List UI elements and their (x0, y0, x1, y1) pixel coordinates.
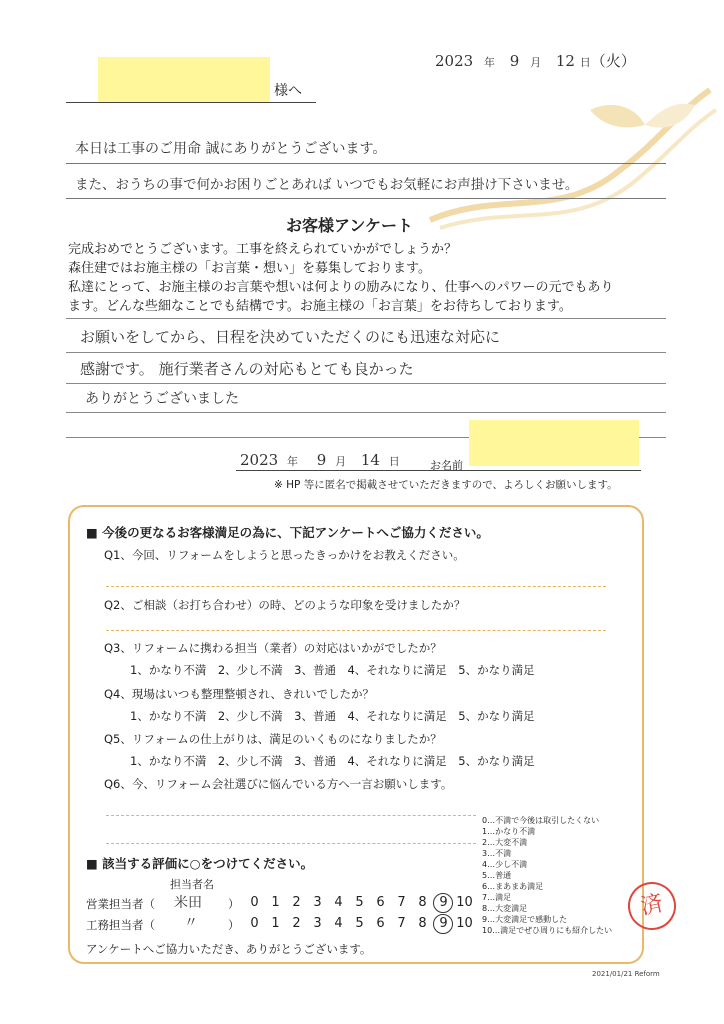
sales-score-5: 5 (355, 895, 364, 910)
stamp-mark: 済 (638, 890, 666, 921)
comment-rule-3 (66, 412, 666, 413)
date-day-unit: 日 (579, 56, 591, 69)
sales-score-4: 4 (334, 895, 343, 910)
intro-line-3: 私達にとって、お施主様のお言葉や想いは何よりの励みになり、仕事へのパワーの元でもあり (68, 280, 614, 295)
signature-underline (236, 470, 641, 471)
date-weekday: 火 (605, 52, 621, 70)
works-score-6: 6 (376, 916, 385, 931)
intro-line-2: 森住建ではお施主様の「お言葉・想い」を募集しております。 (68, 261, 431, 276)
legend-0: 0…不満で今後は取引したくない (482, 816, 600, 825)
letter-rule-1 (66, 163, 666, 164)
q3-options: 1、かなり不満 2、少し不満 3、普通 4、それなりに満足 5、かなり満足 (130, 663, 535, 677)
question-1: Q1、今回、リフォームをしようと思ったきっかけをお教えください。 (104, 548, 465, 562)
survey-title: お客様アンケート (286, 216, 414, 235)
sales-score-8: 8 (418, 895, 427, 910)
works-staff-name: 〃 (184, 915, 198, 931)
signed-day-unit: 日 (388, 455, 400, 468)
works-rating-circle (433, 914, 453, 934)
signed-month-unit: 月 (335, 455, 347, 468)
sales-score-2: 2 (292, 895, 301, 910)
date-month: 9 (509, 52, 520, 70)
sales-label: 営業担当者（ (86, 897, 155, 911)
recipient-suffix: 様へ (274, 83, 302, 99)
questionnaire-heading: ■ 今後の更なるお客様満足の為に、下記アンケートへご協力ください。 (86, 525, 489, 540)
comment-line-3: ありがとうございました (85, 391, 239, 407)
works-score-3: 3 (313, 916, 322, 931)
q2-answer-line (106, 630, 606, 631)
sales-score-10: 10 (456, 895, 473, 910)
date-day: 12 (555, 52, 575, 70)
legend-7: 7…満足 (482, 893, 512, 902)
intro-line-4: ます。どんな些細なことでも結構です。お施主様の「お言葉」をお待ちしております。 (68, 299, 572, 314)
q1-answer-line (106, 586, 606, 587)
legend-9: 9…大変満足で感動した (482, 915, 568, 924)
letter-rule-2 (66, 198, 666, 199)
name-label: お名前 (430, 459, 463, 472)
form-code: 2021/01/21 Reform (592, 970, 660, 978)
thanks-message: アンケートへご協力いただき、ありがとうございます。 (86, 942, 372, 956)
comment-rule-top (66, 318, 666, 319)
recipient-underline (66, 102, 316, 103)
sales-close-paren: ） (228, 897, 240, 911)
sales-score-6: 6 (376, 895, 385, 910)
legend-6: 6…まあまあ満足 (482, 882, 544, 891)
question-2: Q2、ご相談（お打ち合わせ）の時、どのような印象を受けましたか？ (104, 598, 466, 612)
works-score-4: 4 (334, 916, 343, 931)
signed-date (240, 451, 400, 469)
rating-heading: ■ 該当する評価に○をつけてください。 (86, 856, 314, 871)
question-4: Q4、現場はいつも整理整頓され、きれいでしたか？ (104, 687, 375, 701)
comment-rule-1 (66, 352, 666, 353)
works-score-8: 8 (418, 916, 427, 931)
letter-line-1: 本日は工事のご用命 誠にありがとうございます。 (75, 141, 387, 157)
works-score-5: 5 (355, 916, 364, 931)
sales-score-0: 0 (250, 895, 259, 910)
works-label: 工務担当者（ (86, 918, 155, 932)
q5-options: 1、かなり不満 2、少し不満 3、普通 4、それなりに満足 5、かなり満足 (130, 754, 535, 768)
sales-score-7: 7 (397, 895, 406, 910)
legend-8: 8…大変満足 (482, 904, 528, 913)
letter-line-2: また、おうちの事で何かお困りごとあれば いつでもお気軽にお声掛け下さいませ。 (75, 177, 579, 193)
q6-answer-line-2 (106, 843, 476, 844)
works-score-1: 1 (271, 916, 280, 931)
comment-line-1: お願いをしてから、日程を決めていただくのにも迅速な対応に (80, 328, 501, 346)
q6-answer-line-1 (106, 815, 476, 816)
works-score-9: 9 (439, 916, 448, 931)
sales-score-9: 9 (439, 895, 448, 910)
survey-intro (68, 240, 613, 316)
signed-year-unit: 年 (286, 455, 298, 468)
q4-options: 1、かなり不満 2、少し不満 3、普通 4、それなりに満足 5、かなり満足 (130, 709, 535, 723)
sales-rating-circle (433, 893, 453, 913)
comment-rule-2 (66, 383, 666, 384)
signed-day: 14 (360, 451, 380, 469)
date-year: 2023 (435, 52, 474, 70)
works-score-2: 2 (292, 916, 301, 931)
works-score-0: 0 (250, 916, 259, 931)
sales-score-3: 3 (313, 895, 322, 910)
legend-5: 5…普通 (482, 871, 512, 880)
legend-10: 10…満足でぜひ周りにも紹介したい (482, 926, 613, 935)
staff-name-label: 担当者名 (170, 878, 214, 891)
rating-legend (482, 815, 612, 936)
signed-year: 2023 (240, 451, 279, 469)
recipient-name-redaction (98, 57, 270, 103)
privacy-notice: ※ HP 等に匿名で掲載させていただきますので、よろしくお願いします。 (274, 479, 618, 491)
works-close-paren: ） (228, 918, 240, 932)
legend-1: 1…かなり不満 (482, 827, 536, 836)
question-6: Q6、今、リフォーム会社選びに悩んでいる方へ一言お願いします。 (104, 777, 453, 791)
works-score-10: 10 (456, 916, 473, 931)
legend-2: 2…大変不満 (482, 838, 528, 847)
date-month-unit: 月 (530, 56, 542, 69)
question-3: Q3、リフォームに携わる担当（業者）の対応はいかがでしたか？ (104, 641, 442, 655)
signer-name-redaction (469, 420, 639, 466)
legend-4: 4…少し不満 (482, 860, 528, 869)
legend-3: 3…不満 (482, 849, 512, 858)
intro-line-1: 完成おめでとうございます。工事を終えられていかがでしょうか？ (68, 242, 457, 257)
question-5: Q5、リフォームの仕上がりは、満足のいくものになりましたか？ (104, 732, 442, 746)
header-date: 2023 年 9 月 12 日（火） (435, 52, 636, 70)
sales-score-1: 1 (271, 895, 280, 910)
decorative-ribbon (420, 70, 720, 240)
comment-line-2: 感謝です。 施行業者さんの対応もとても良かった (80, 360, 414, 378)
works-score-7: 7 (397, 916, 406, 931)
sales-staff-name: 米田 (174, 895, 202, 911)
date-year-unit: 年 (483, 56, 495, 69)
signed-month: 9 (316, 451, 327, 469)
